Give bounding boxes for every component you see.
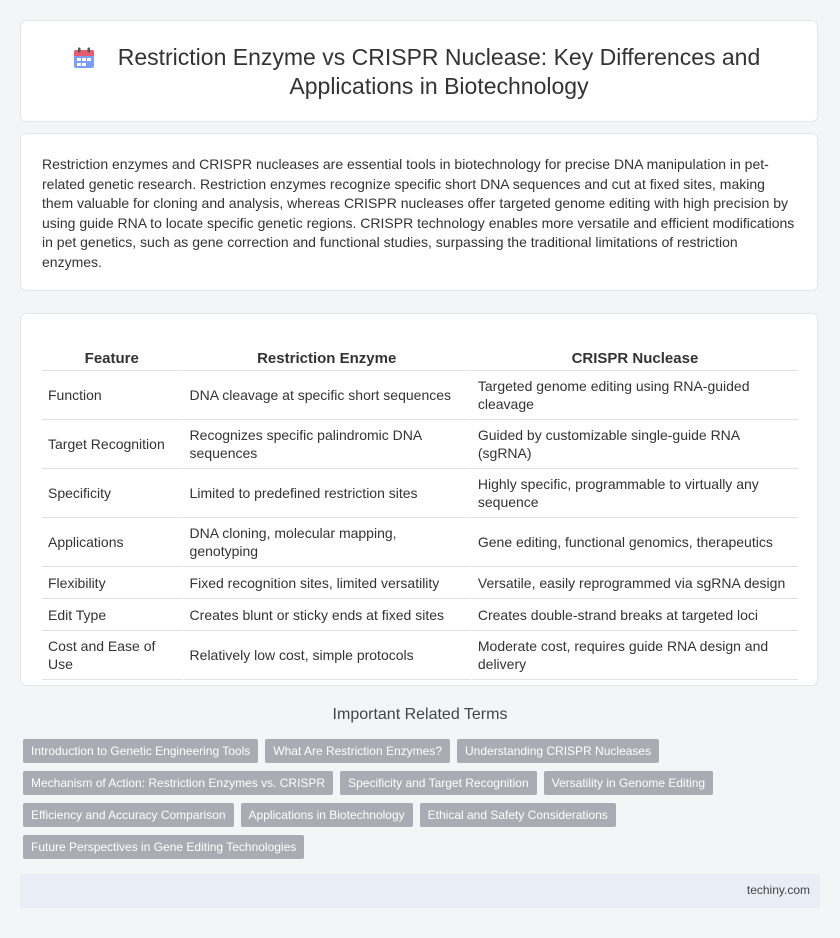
header-feature: Feature [42, 334, 184, 371]
feature-cell: Cost and Ease of Use [42, 631, 184, 680]
header-crispr-nuclease: CRISPR Nuclease [472, 334, 798, 371]
feature-cell: Flexibility [42, 567, 184, 599]
restriction-cell: Recognizes specific palindromic DNA sequences [184, 420, 472, 469]
crispr-cell: Versatile, easily reprogrammed via sgRNA design [472, 567, 798, 599]
crispr-cell: Targeted genome editing using RNA-guided cleavage [472, 371, 798, 420]
feature-cell: Function [42, 371, 184, 420]
footer [20, 874, 820, 908]
table-row [42, 599, 798, 631]
table-row [42, 518, 798, 567]
related-term-tag[interactable]: Versatility in Genome Editing [544, 771, 713, 795]
feature-cell: Target Recognition [42, 420, 184, 469]
crispr-cell: Gene editing, functional genomics, therapeutics [472, 518, 798, 567]
related-terms-title: Important Related Terms [332, 706, 508, 723]
related-term-tag[interactable]: Mechanism of Action: Restriction Enzymes vs. CRISPR [23, 771, 333, 795]
table-row [42, 420, 798, 469]
crispr-cell: Creates double-strand breaks at targeted loci [472, 599, 798, 631]
crispr-cell: Guided by customizable single-guide RNA (sgRNA) [472, 420, 798, 469]
related-term-tag[interactable]: Specificity and Target Recognition [340, 771, 537, 795]
feature-cell: Edit Type [42, 599, 184, 631]
header-restriction-enzyme: Restriction Enzyme [184, 334, 472, 371]
related-term-tag[interactable]: Ethical and Safety Considerations [420, 803, 616, 827]
table-row [42, 567, 798, 599]
restriction-cell: Creates blunt or sticky ends at fixed sites [184, 599, 472, 631]
feature-cell: Specificity [42, 469, 184, 518]
restriction-cell: Limited to predefined restriction sites [184, 469, 472, 518]
table-row [42, 631, 798, 680]
comparison-card [20, 313, 818, 686]
restriction-cell: Relatively low cost, simple protocols [184, 631, 472, 680]
feature-cell: Applications [42, 518, 184, 567]
related-term-tag[interactable]: Applications in Biotechnology [241, 803, 413, 827]
table-row [42, 469, 798, 518]
related-term-tag[interactable]: Introduction to Genetic Engineering Tools [23, 739, 258, 763]
restriction-cell: DNA cloning, molecular mapping, genotyping [184, 518, 472, 567]
intro-paragraph: Restriction enzymes and CRISPR nucleases are essential tools in biotechnology for precise DNA manipulation in pet-related genetic research. Restriction enzymes recognize specific short DNA sequences and cut at fixed sites, making them valuable for cloning and analysis, whereas CRISPR nucleases offer targeted genome editing with high precision by using guide RNA to locate specific genetic regions. CRISPR technology enables more versatile and efficient modifications in pet genetics, such as gene correction and functional studies, surpassing the traditional limitations of restriction enzymes. [42, 156, 795, 270]
crispr-cell: Moderate cost, requires guide RNA design and delivery [472, 631, 798, 680]
title-card [20, 20, 818, 122]
restriction-cell: DNA cleavage at specific short sequences [184, 371, 472, 420]
related-term-tag[interactable]: Understanding CRISPR Nucleases [457, 739, 659, 763]
page-title: Restriction Enzyme vs CRISPR Nuclease: Key Differences and Applications in Biotechnology [117, 44, 761, 99]
related-term-tag[interactable]: Efficiency and Accuracy Comparison [23, 803, 234, 827]
table-row [42, 371, 798, 420]
restriction-cell: Fixed recognition sites, limited versatility [184, 567, 472, 599]
footer-site-link[interactable]: techiny.com [746, 883, 810, 897]
table-header-row [42, 334, 798, 371]
comparison-table [42, 334, 798, 680]
crispr-cell: Highly specific, programmable to virtually any sequence [472, 469, 798, 518]
intro-card [20, 133, 818, 291]
related-term-tag[interactable]: Future Perspectives in Gene Editing Technologies [23, 835, 304, 859]
related-term-tag[interactable]: What Are Restriction Enzymes? [265, 739, 450, 763]
related-terms-list [23, 739, 823, 867]
